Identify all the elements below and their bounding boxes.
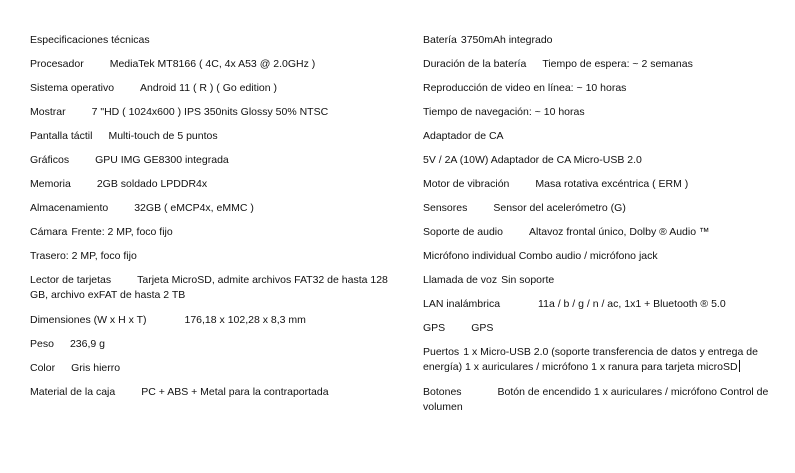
spec-row-storage <box>30 201 400 215</box>
spec-value: Tarjeta MicroSD, admite archivos FAT32 de hasta 128 GB, archivo exFAT de hasta 2 TB <box>30 274 391 301</box>
spec-value: Tiempo de espera: ~ 2 semanas <box>542 58 693 70</box>
spec-row-touchscreen <box>30 129 400 143</box>
spec-value: Frente: 2 MP, foco fijo <box>71 226 173 238</box>
spec-label: Procesador <box>30 58 84 70</box>
spec-row-ac-adapter <box>423 129 773 143</box>
spec-label: Batería <box>423 34 457 46</box>
spec-label: Material de la caja <box>30 386 116 398</box>
spec-row-display <box>30 105 400 119</box>
spec-value: Masa rotativa excéntrica ( ERM ) <box>535 178 689 190</box>
spec-label: GPS <box>423 322 446 334</box>
spec-label: Peso <box>30 338 54 350</box>
spec-label: Sensores <box>423 202 468 214</box>
spec-value: Altavoz frontal único, Dolby ® Audio ™ <box>528 226 710 238</box>
spec-label: Color <box>30 362 56 374</box>
spec-value: 236,9 g <box>69 338 105 350</box>
spec-label: Reproducción de video en línea: ~ 10 horas <box>423 82 627 94</box>
spec-value: Sensor del acelerómetro (G) <box>493 202 626 214</box>
spec-label: Dimensiones (W x H x T) <box>30 314 147 326</box>
spec-value: 32GB ( eMCP4x, eMMC ) <box>134 202 254 214</box>
spec-value: Multi-touch de 5 puntos <box>108 130 218 142</box>
text-cursor <box>739 360 740 372</box>
spec-label: Memoria <box>30 178 71 190</box>
spec-column-left <box>30 33 400 409</box>
spec-value: 2GB soldado LPDDR4x <box>96 178 208 190</box>
spec-row-audio <box>423 225 773 239</box>
spec-label: Botones <box>423 386 462 398</box>
spec-label: Sistema operativo <box>30 82 115 94</box>
spec-row-ac-adapter-detail <box>423 153 773 167</box>
spec-label: Motor de vibración <box>423 178 510 190</box>
spec-column-right <box>423 33 773 425</box>
spec-label: Tiempo de navegación: ~ 10 horas <box>423 106 585 118</box>
spec-row-ports <box>423 345 773 375</box>
spec-row-voice-call <box>423 273 773 287</box>
spec-row-buttons <box>423 385 773 415</box>
spec-label: Gráficos <box>30 154 70 166</box>
spec-label: Llamada de voz <box>423 274 498 286</box>
spec-row-weight <box>30 337 400 351</box>
spec-row-color <box>30 361 400 375</box>
spec-row-wlan <box>423 297 773 311</box>
spec-row-battery-life <box>423 57 773 71</box>
spec-value: MediaTek MT8166 ( 4C, 4x A53 @ 2.0GHz ) <box>109 58 316 70</box>
spec-row-video-playback <box>423 81 773 95</box>
spec-row-os <box>30 81 400 95</box>
spec-label: Pantalla táctil <box>30 130 93 142</box>
spec-row-gps <box>423 321 773 335</box>
spec-row-vibration-motor <box>423 177 773 191</box>
spec-value: PC + ABS + Metal para la contraportada <box>141 386 329 398</box>
spec-label: Trasero: 2 MP, foco fijo <box>30 250 137 262</box>
spec-value: GPS <box>471 322 494 334</box>
spec-label: Adaptador de CA <box>423 130 504 142</box>
spec-title-text: Especificaciones técnicas <box>30 34 150 46</box>
spec-label: 5V / 2A (10W) Adaptador de CA Micro-USB 2.0 <box>423 154 642 166</box>
spec-label: Soporte de audio <box>423 226 503 238</box>
spec-value: Android 11 ( R ) ( Go edition ) <box>140 82 277 94</box>
spec-label: Cámara <box>30 226 68 238</box>
spec-row-graphics <box>30 153 400 167</box>
spec-label: Almacenamiento <box>30 202 109 214</box>
spec-label: Lector de tarjetas <box>30 274 112 286</box>
spec-value: 1 x Micro-USB 2.0 (soporte transferencia de datos y entrega de energía) 1 x auriculares / micrófono 1 x ranura para tarjeta microSD <box>423 346 761 373</box>
spec-row-sensors <box>423 201 773 215</box>
spec-label: Puertos <box>423 346 460 358</box>
spec-value: Botón de encendido 1 x auriculares / micrófono Control de volumen <box>423 386 772 413</box>
spec-value: Gris hierro <box>71 362 121 374</box>
spec-row-battery <box>423 33 773 47</box>
spec-row-memory <box>30 177 400 191</box>
spec-value: GPU IMG GE8300 integrada <box>95 154 229 166</box>
spec-value: 11a / b / g / n / ac, 1x1 + Bluetooth ® 5.0 <box>538 298 726 310</box>
spec-label: Mostrar <box>30 106 66 118</box>
spec-row-camera <box>30 225 400 239</box>
spec-row-browsing-time <box>423 105 773 119</box>
spec-value: 7 "HD ( 1024x600 ) IPS 350nits Glossy 50% NTSC <box>91 106 329 118</box>
spec-value: 3750mAh integrado <box>460 34 553 46</box>
spec-row-rear-camera <box>30 249 400 263</box>
spec-value: 176,18 x 102,28 x 8,3 mm <box>184 314 306 326</box>
spec-value: Sin soporte <box>501 274 555 286</box>
spec-label: Micrófono individual Combo audio / micrófono jack <box>423 250 658 262</box>
spec-row-microphone <box>423 249 773 263</box>
spec-label: Duración de la batería <box>423 58 527 70</box>
spec-row-dimensions <box>30 313 400 327</box>
spec-row-processor <box>30 57 400 71</box>
spec-title <box>30 33 400 47</box>
spec-row-card-reader <box>30 273 400 303</box>
spec-row-case-material <box>30 385 400 399</box>
spec-label: LAN inalámbrica <box>423 298 501 310</box>
